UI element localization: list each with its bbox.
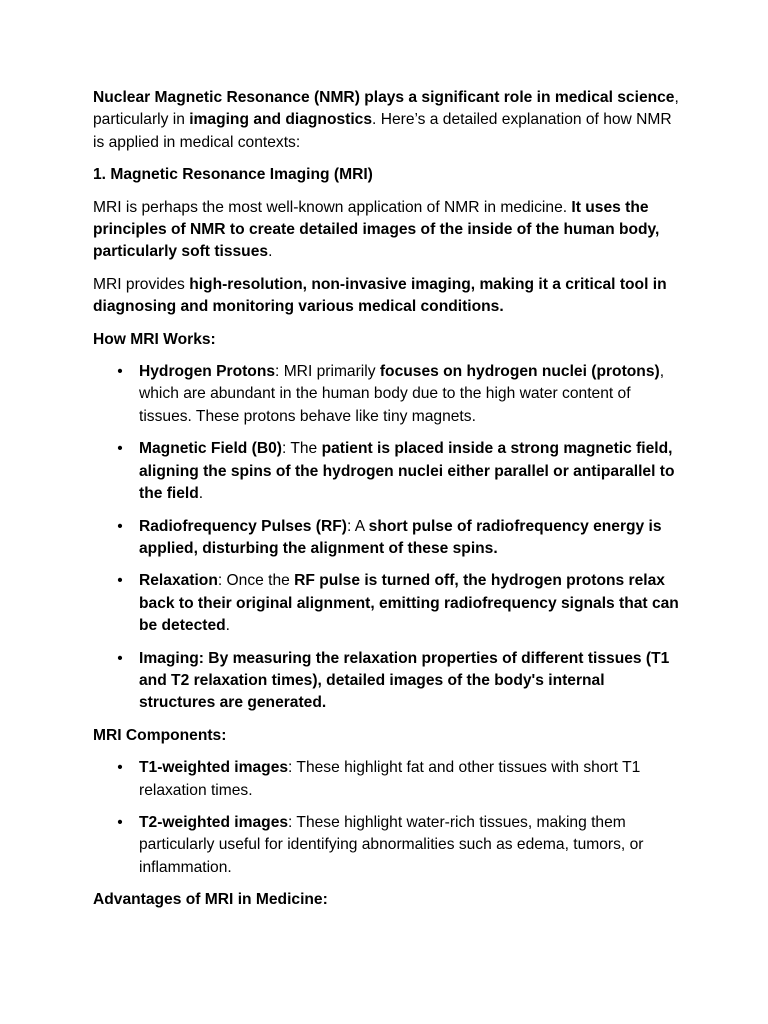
intro-text-2: . Here’s a detailed explanation of how NMR is applied in medical contexts: [93,111,672,151]
mri-p1-text-2: . [268,243,273,261]
list-item [117,757,683,802]
list-item-bold: short pulse of radiofrequency energy is applied, disturbing the alignment of these spins. [139,517,662,557]
list-item-text: : The [281,440,322,458]
mri-p1-text-1: MRI is perhaps the most well-known application of NMR in medicine. [93,198,572,216]
list-item-text: : These highlight fat and other tissues with short T1 relaxation times. [139,759,641,799]
list-item-text: . [198,485,204,503]
intro-text-1: , particularly in [93,89,679,129]
mri-p1-bold-1: It uses the principles of NMR to create detailed images of the inside of the human body, particularly soft tissues [93,198,660,261]
bullet-icon: • [117,759,123,777]
mri-p2-text-1: MRI provides [93,275,190,293]
bullet-icon: • [117,517,123,535]
how-mri-works-list [93,361,683,715]
list-item-term: T2-weighted images [139,813,289,831]
list-item-bold: RF pulse is turned off, the hydrogen protons relax back to their original alignment, emitting radiofrequency signals that can be detected [139,572,679,635]
list-item-text: , which are abundant in the human body due to the high water content of tissues. These protons behave like tiny magnets. [139,363,665,425]
list-item [117,648,683,715]
mri-components-list [93,757,683,879]
intro-bold-1: Nuclear Magnetic Resonance (NMR) plays a significant role in medical science [93,89,675,106]
bullet-icon: • [117,649,123,667]
bullet-icon: • [117,813,123,831]
list-item [117,361,683,428]
list-item-text: : These highlight water-rich tissues, making them particularly useful for identifying abnormalities such as edema, tumors, or inflammation. [139,813,644,876]
mri-paragraph-2 [93,274,683,319]
bullet-icon: • [117,440,123,458]
mri-p2-bold-1: high-resolution, non-invasive imaging, making it a critical tool in diagnosing and monitoring various medical conditions. [93,275,667,316]
list-item [117,570,683,637]
bullet-icon: • [117,363,123,381]
list-item [117,516,683,561]
mri-paragraph-1 [93,197,683,264]
how-mri-works-heading: How MRI Works: [93,330,216,348]
list-item-text: . [225,617,231,635]
list-item-term: Imaging: By measuring the relaxation properties of different tissues (T1 and T2 relaxation times), detailed images of the body's internal structures are generated. [139,649,670,712]
list-item-term: Radiofrequency Pulses (RF) [139,517,347,535]
list-item-term: Relaxation [139,572,218,590]
mri-components-heading: MRI Components: [93,726,227,744]
intro-paragraph [93,87,683,154]
list-item [117,812,683,879]
list-item-term: Magnetic Field (B0) [139,440,282,458]
list-item-text: : MRI primarily [275,363,380,381]
list-item-text: : Once the [217,572,295,590]
intro-bold-2: imaging and diagnostics [189,111,373,129]
section-heading-mri: 1. Magnetic Resonance Imaging (MRI) [93,166,373,184]
list-item-bold: patient is placed inside a strong magnetic field, aligning the spins of the hydrogen nuclei either parallel or antiparallel to the field [139,440,675,503]
list-item-term: T1-weighted images [139,759,289,777]
list-item [117,438,683,505]
advantages-heading: Advantages of MRI in Medicine: [93,891,328,909]
list-item-bold: focuses on hydrogen nuclei (protons) [379,363,660,381]
list-item-text: : A [346,517,369,535]
bullet-icon: • [117,572,123,590]
list-item-term: Hydrogen Protons [139,363,276,381]
document-page [93,87,683,922]
